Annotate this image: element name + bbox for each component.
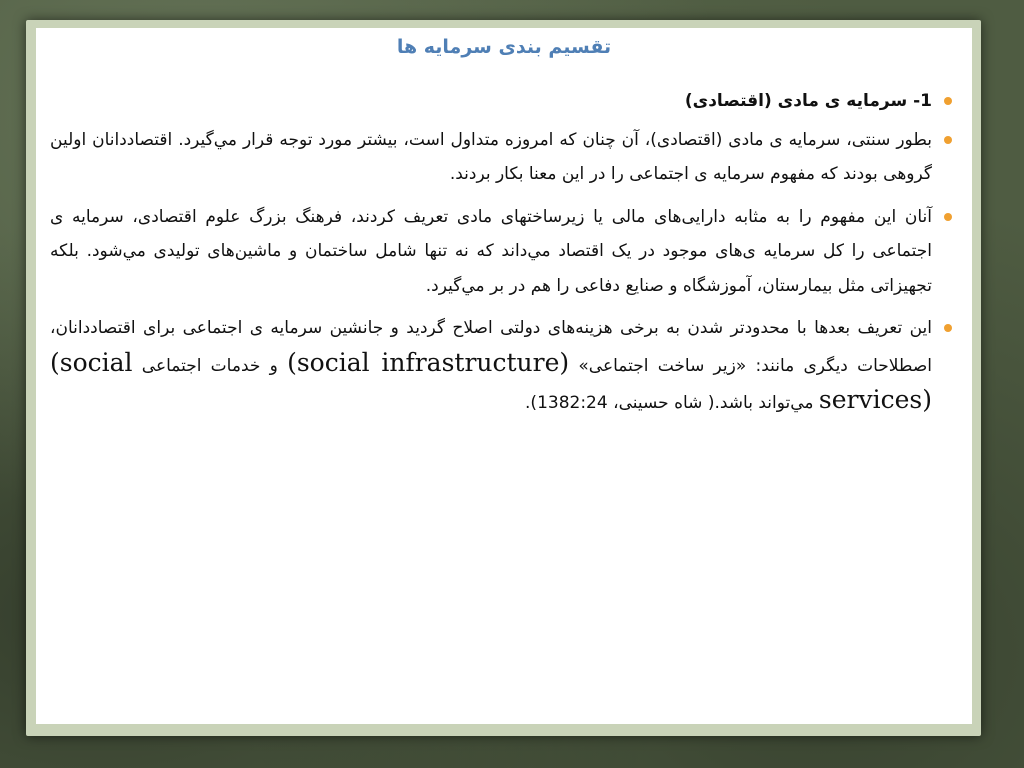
bullet-item-1 [50,84,954,119]
slide-title: تقسیم بندی سرمایه ها [396,36,612,58]
bullet-text-4-part1: این تعریف بعدها با محدودتر شدن به برخی هزینه‌های دولتی اصلاح گردید و جانشین سرمایه ی اجتماعی برای اقتصاددانان، اصطلاحات دیگری مانند: «زیر ساخت اجتماعی» [50,318,933,376]
bullet-dot-icon [944,324,952,332]
bullet-item-4 [50,311,954,421]
bullet-item-3 [50,200,954,304]
slide-panel [36,28,972,724]
bullet-text-2: بطور سنتی، سرمایه ی مادی (اقتصادی)، آن چنان که امروزه متداول است، بیشتر مورد توجه قرار مي‌گیرد. اقتصاددانان اولین گروهی بودند که مفهوم سرمایه ی اجتماعی را در این معنا بکار بردند. [50,129,932,184]
term-social-services: (social services) [50,347,932,414]
bullet-text-3: آنان این مفهوم را به مثابه دارایی‌های مالی یا زیرساختهای مادی تعریف کردند، فرهنگ بزرگ علوم اقتصادی، سرمایه ی اجتماعی را کل سرمایه ی‌های موجود در یک اقتصاد مي‌داند که نه تنها شامل ساختمان و ماشین‌های تولیدی مي‌شود. بلکه تجهیزاتی مثل بیمارستان، آموزشگاه و صنایع دفاعی را هم در بر مي‌گیرد. [50,206,932,296]
bullet-dot-icon [944,136,952,144]
bullet-dot-icon [944,97,952,105]
bullet-text-4-part2: و خدمات اجتماعی [141,355,278,376]
slide-content [50,84,954,429]
bullet-text-4-part3: مي‌تواند باشد.( شاه حسینی، 1382:24). [525,393,814,413]
term-social-infrastructure: (social infrastructure) [287,347,570,377]
bullet-dot-icon [944,213,952,221]
bullet-item-2 [50,123,954,192]
bullet-text-1: 1- سرمایه ی مادی (اقتصادی) [684,91,932,111]
